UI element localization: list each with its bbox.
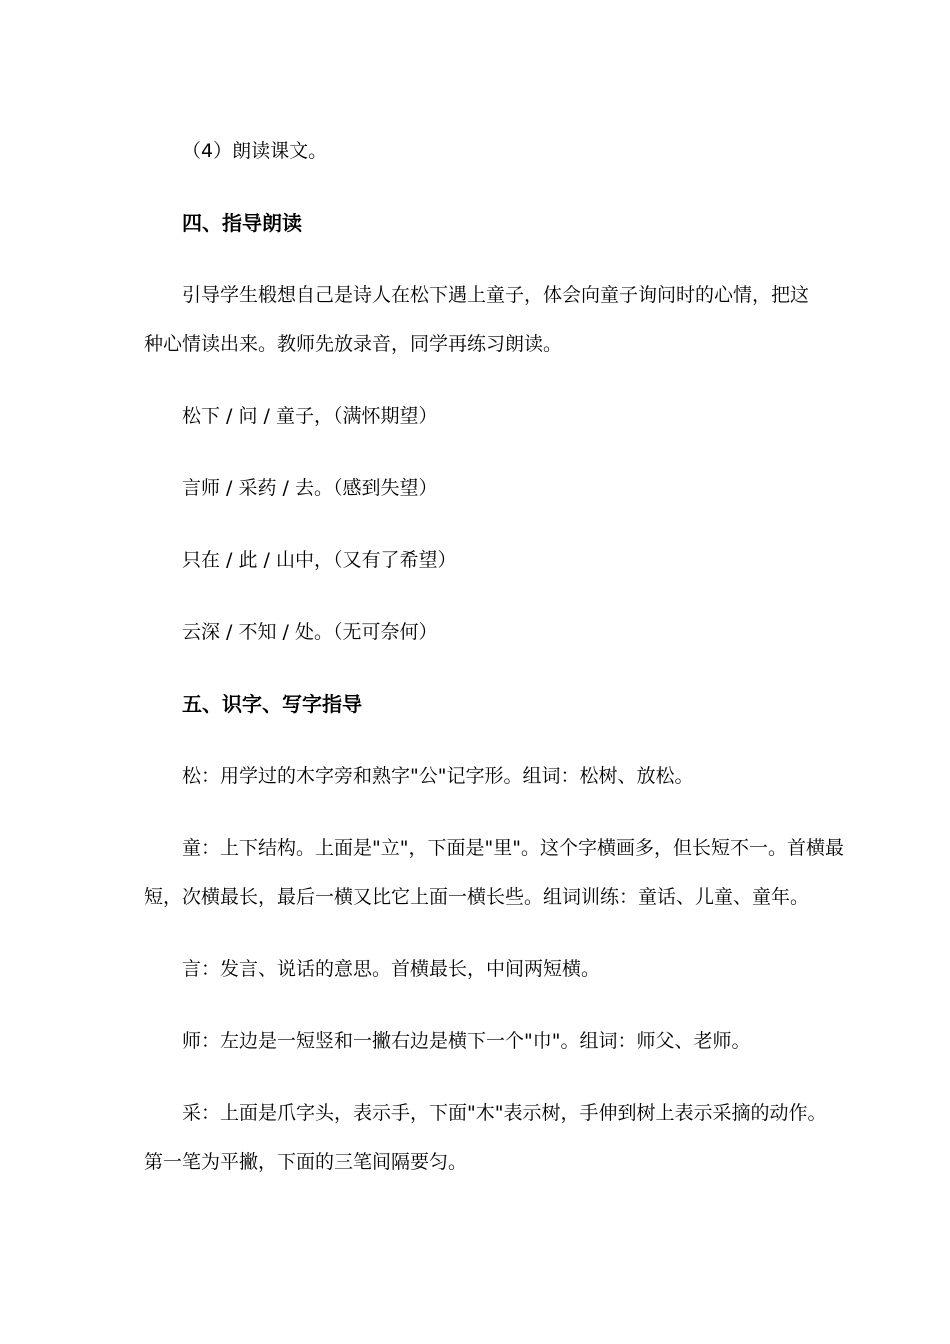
character-shi-guide: 师：左边是一短竖和一撇右边是横下一个"巾"。组词：师父、老师。 [182,1030,751,1052]
section-4-heading: 四、指导朗读 [182,211,302,235]
character-tong-guide-line-2: 短，次横最长，最后一横又比它上面一横长些。组词训练：童话、儿童、童年。 [144,886,810,908]
reading-line-3: 只在 / 此 / 山中，（又有了希望） [182,549,457,571]
reading-line-2: 言师 / 采药 / 去。（感到失望） [182,477,438,499]
character-song-guide: 松：用学过的木字旁和熟字"公"记字形。组词：松树、放松。 [182,765,694,787]
character-cai-guide-line-1: 采：上面是爪字头，表示手，下面"木"表示树，手伸到树上表示采摘的动作。 [182,1102,827,1124]
step-4-text: （4）朗读课文。 [182,140,328,162]
character-tong-guide-line-1: 童：上下结构。上面是"立"，下面是"里"。这个字横画多，但长短不一。首横最 [182,837,844,859]
section-4-intro-line-2: 种心情读出来。教师先放录音，同学再练习朗读。 [144,333,563,355]
reading-line-1: 松下 / 问 / 童子，（满怀期望） [182,405,438,427]
character-cai-guide-line-2: 第一笔为平撇，下面的三笔间隔要匀。 [144,1151,468,1173]
section-4-intro-line-1: 引导学生椴想自己是诗人在松下遇上童子，体会向童子询问时的心情，把这 [182,284,810,306]
section-5-heading: 五、识字、写字指导 [182,692,362,716]
character-yan-guide: 言：发言、说话的意思。首横最长，中间两短横。 [182,958,601,980]
reading-line-4: 云深 / 不知 / 处。（无可奈何） [182,621,438,643]
